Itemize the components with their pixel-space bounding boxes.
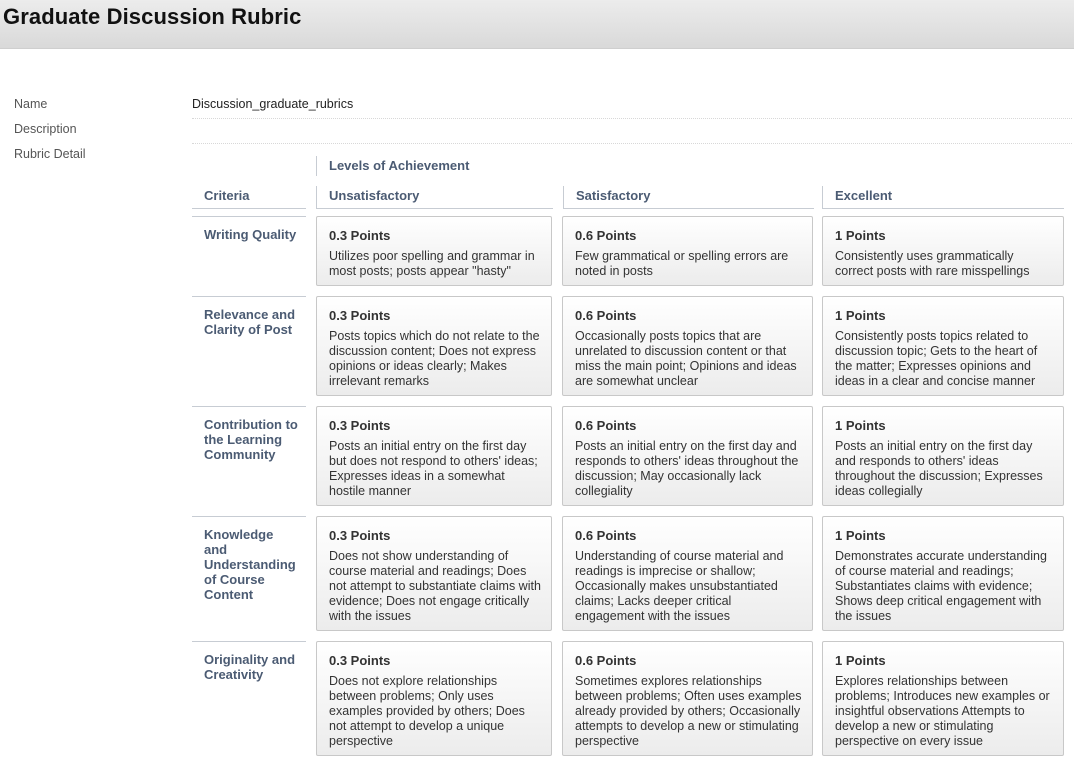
cell-points: 0.6 Points bbox=[575, 418, 637, 433]
rubric-detail-label: Rubric Detail bbox=[14, 147, 86, 161]
cell-description: Consistently uses grammatically correct posts with rare misspellings bbox=[835, 249, 1030, 278]
cell-points: 0.6 Points bbox=[575, 528, 637, 543]
rubric-cell[interactable] bbox=[562, 216, 813, 286]
column-header-unsatisfactory: Unsatisfactory bbox=[316, 186, 553, 209]
cell-description: Posts topics which do not relate to the discussion content; Does not express opinions or ideas clearly; Makes irrelevant remarks bbox=[329, 329, 540, 388]
description-label: Description bbox=[14, 122, 77, 136]
rubric-cell[interactable] bbox=[562, 296, 813, 396]
criterion-relevance-clarity: Relevance and Clarity of Post bbox=[192, 296, 306, 396]
cell-description: Understanding of course material and readings is imprecise or shallow; Occasionally makes unsubstantiated claims; Lacks deeper critical engagement with the issues bbox=[575, 549, 784, 623]
cell-description: Sometimes explores relationships between problems; Often uses examples already provided by others; Occasionally attempts to develop a new or stimulating perspective bbox=[575, 674, 802, 748]
column-header-satisfactory: Satisfactory bbox=[563, 186, 814, 209]
rubric-cell[interactable] bbox=[822, 296, 1064, 396]
cell-points: 0.3 Points bbox=[329, 528, 391, 543]
rubric-cell[interactable] bbox=[316, 296, 552, 396]
rubric-cell[interactable] bbox=[316, 641, 552, 756]
cell-description: Utilizes poor spelling and grammar in most posts; posts appear "hasty" bbox=[329, 249, 535, 278]
rubric-cell[interactable] bbox=[822, 216, 1064, 286]
name-label: Name bbox=[14, 97, 48, 111]
page-title: Graduate Discussion Rubric bbox=[3, 4, 302, 29]
cell-description: Does not explore relationships between problems; Only uses examples provided by others; Does not attempt to develop a unique perspective bbox=[329, 674, 525, 748]
rubric-cell[interactable] bbox=[822, 406, 1064, 506]
cell-points: 1 Points bbox=[835, 228, 886, 243]
cell-points: 0.3 Points bbox=[329, 418, 391, 433]
cell-points: 0.6 Points bbox=[575, 228, 637, 243]
cell-points: 1 Points bbox=[835, 528, 886, 543]
criterion-originality: Originality and Creativity bbox=[192, 641, 306, 756]
criterion-writing-quality: Writing Quality bbox=[192, 216, 306, 286]
levels-of-achievement-heading: Levels of Achievement bbox=[316, 156, 469, 176]
cell-points: 0.3 Points bbox=[329, 308, 391, 323]
cell-description: Consistently posts topics related to discussion topic; Gets to the heart of the matter; Expresses opinions and ideas in a clear and concise manner bbox=[835, 329, 1038, 388]
cell-points: 0.6 Points bbox=[575, 653, 637, 668]
description-divider bbox=[192, 143, 1072, 144]
cell-description: Posts an initial entry on the first day and responds to others' ideas throughout the discussion; Expresses ideas collegially bbox=[835, 439, 1043, 498]
rubric-cell[interactable] bbox=[562, 406, 813, 506]
rubric-cell[interactable] bbox=[562, 516, 813, 631]
page-header bbox=[0, 0, 1074, 49]
rubric-cell[interactable] bbox=[316, 216, 552, 286]
criterion-contribution: Contribution to the Learning Community bbox=[192, 406, 306, 506]
criterion-knowledge: Knowledge and Understanding of Course Content bbox=[192, 516, 306, 631]
cell-description: Few grammatical or spelling errors are noted in posts bbox=[575, 249, 789, 278]
cell-description: Posts an initial entry on the first day and responds to others' ideas throughout the discussion; May occasionally lack collegiality bbox=[575, 439, 799, 498]
cell-points: 0.3 Points bbox=[329, 228, 391, 243]
cell-description: Demonstrates accurate understanding of course material and readings; Substantiates claims with evidence; Shows deep critical engagement with the issues bbox=[835, 549, 1047, 623]
cell-points: 1 Points bbox=[835, 653, 886, 668]
criteria-column-header: Criteria bbox=[192, 186, 306, 209]
column-header-excellent: Excellent bbox=[822, 186, 1064, 209]
rubric-cell[interactable] bbox=[822, 516, 1064, 631]
cell-points: 0.6 Points bbox=[575, 308, 637, 323]
rubric-cell[interactable] bbox=[316, 516, 552, 631]
cell-points: 0.3 Points bbox=[329, 653, 391, 668]
cell-description: Occasionally posts topics that are unrelated to discussion content or that miss the main point; Opinions and ideas are somewhat unclear bbox=[575, 329, 797, 388]
rubric-cell[interactable] bbox=[562, 641, 813, 756]
cell-description: Does not show understanding of course material and readings; Does not attempt to substantiate claims with evidence; Does not engage critically with the issues bbox=[329, 549, 541, 623]
cell-description: Posts an initial entry on the first day but does not respond to others' ideas; Expresses ideas in a somewhat hostile manner bbox=[329, 439, 538, 498]
cell-description: Explores relationships between problems; Introduces new examples or insightful observations Attempts to develop a new or stimulating perspective on every issue bbox=[835, 674, 1050, 748]
name-divider bbox=[192, 118, 1072, 119]
rubric-cell[interactable] bbox=[316, 406, 552, 506]
cell-points: 1 Points bbox=[835, 418, 886, 433]
name-value: Discussion_graduate_rubrics bbox=[192, 97, 354, 111]
cell-points: 1 Points bbox=[835, 308, 886, 323]
rubric-cell[interactable] bbox=[822, 641, 1064, 756]
